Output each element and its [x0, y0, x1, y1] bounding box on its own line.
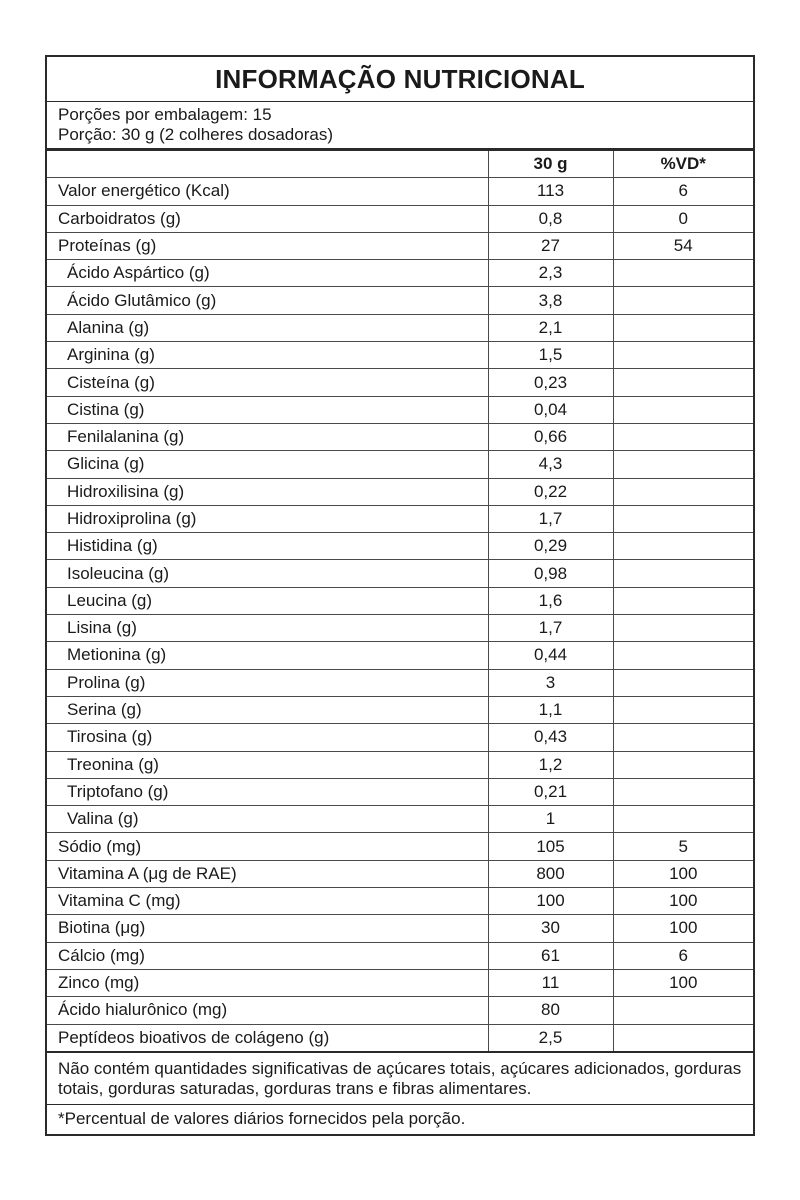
nutrient-name: Metionina (g) — [47, 642, 488, 669]
nutrition-facts-label — [45, 55, 755, 1136]
table-row — [47, 396, 753, 423]
table-row — [47, 423, 753, 450]
table-row — [47, 833, 753, 860]
nutrient-vd — [613, 1024, 753, 1051]
nutrient-name: Treonina (g) — [47, 751, 488, 778]
nutrient-amount: 0,04 — [488, 396, 613, 423]
table-row — [47, 888, 753, 915]
nutrient-vd: 54 — [613, 232, 753, 259]
table-header-row — [47, 151, 753, 178]
nutrient-name: Ácido Glutâmico (g) — [47, 287, 488, 314]
nutrient-vd: 100 — [613, 860, 753, 887]
nutrient-name: Hidroxilisina (g) — [47, 478, 488, 505]
nutrient-amount: 1,2 — [488, 751, 613, 778]
table-row — [47, 451, 753, 478]
nutrient-vd: 0 — [613, 205, 753, 232]
nutrient-amount: 1,7 — [488, 615, 613, 642]
header-vd: %VD* — [613, 151, 753, 178]
nutrient-amount: 1,6 — [488, 587, 613, 614]
nutrient-amount: 80 — [488, 997, 613, 1024]
nutrient-name: Cálcio (mg) — [47, 942, 488, 969]
table-row — [47, 969, 753, 996]
table-row — [47, 778, 753, 805]
table-row — [47, 615, 753, 642]
table-row — [47, 205, 753, 232]
nutrient-name: Vitamina A (μg de RAE) — [47, 860, 488, 887]
nutrient-rows — [47, 178, 753, 1051]
nutrient-vd — [613, 696, 753, 723]
nutrient-vd: 100 — [613, 969, 753, 996]
nutrient-vd — [613, 587, 753, 614]
not-significant-note: Não contém quantidades significativas de açúcares totais, açúcares adicionados, gorduras totais, gorduras saturadas, gorduras trans e fibras alimentares. — [58, 1058, 742, 1098]
nutrient-vd — [613, 642, 753, 669]
nutrient-name: Leucina (g) — [47, 587, 488, 614]
nutrient-amount: 1,1 — [488, 696, 613, 723]
nutrient-amount: 3 — [488, 669, 613, 696]
table-row — [47, 587, 753, 614]
table-row — [47, 533, 753, 560]
nutrient-name: Zinco (mg) — [47, 969, 488, 996]
nutrient-name: Valina (g) — [47, 806, 488, 833]
nutrient-amount: 1,5 — [488, 342, 613, 369]
nutrient-amount: 2,3 — [488, 260, 613, 287]
table-row — [47, 369, 753, 396]
nutrient-name: Sódio (mg) — [47, 833, 488, 860]
nutrient-name: Cistina (g) — [47, 396, 488, 423]
nutrient-vd: 6 — [613, 178, 753, 205]
nutrient-amount: 1,7 — [488, 505, 613, 532]
nutrient-vd — [613, 451, 753, 478]
nutrient-vd: 100 — [613, 915, 753, 942]
nutrient-vd — [613, 478, 753, 505]
nutrient-name: Biotina (μg) — [47, 915, 488, 942]
table-row — [47, 751, 753, 778]
nutrient-name: Fenilalanina (g) — [47, 423, 488, 450]
nutrient-name: Peptídeos bioativos de colágeno (g) — [58, 1027, 330, 1047]
table-row — [47, 342, 753, 369]
nutrient-name: Cisteína (g) — [47, 369, 488, 396]
nutrient-vd: 100 — [613, 888, 753, 915]
table-row — [47, 806, 753, 833]
table-row — [47, 287, 753, 314]
nutrient-amount: 0,29 — [488, 533, 613, 560]
table-row — [47, 1024, 753, 1051]
nutrient-vd — [613, 342, 753, 369]
table-row — [47, 669, 753, 696]
nutrient-amount: 100 — [488, 888, 613, 915]
table-row — [47, 696, 753, 723]
table-row — [47, 505, 753, 532]
nutrient-vd — [613, 560, 753, 587]
nutrient-vd — [613, 997, 753, 1024]
nutrient-vd — [613, 287, 753, 314]
nutrient-vd — [613, 751, 753, 778]
nutrient-amount: 0,23 — [488, 369, 613, 396]
nutrient-name: Valor energético (Kcal) — [47, 178, 488, 205]
nutrient-vd — [613, 505, 753, 532]
table-row — [47, 915, 753, 942]
nutrient-name: Tirosina (g) — [47, 724, 488, 751]
table-row — [47, 260, 753, 287]
nutrient-amount: 3,8 — [488, 287, 613, 314]
nutrient-vd — [613, 669, 753, 696]
nutrient-amount: 30 — [488, 915, 613, 942]
table-row — [47, 860, 753, 887]
nutrient-amount: 0,21 — [488, 778, 613, 805]
table-row — [47, 997, 753, 1024]
nutrient-name: Proteínas (g) — [47, 232, 488, 259]
serving-info — [47, 102, 753, 148]
label-title: INFORMAÇÃO NUTRICIONAL — [215, 64, 585, 94]
nutrient-vd — [613, 260, 753, 287]
nutrient-amount: 1 — [488, 806, 613, 833]
nutrient-name: Carboidratos (g) — [47, 205, 488, 232]
header-portion: 30 g — [488, 151, 613, 178]
nutrient-name: Ácido Aspártico (g) — [47, 260, 488, 287]
nutrient-vd — [613, 533, 753, 560]
nutrient-name: Triptofano (g) — [47, 778, 488, 805]
portion-size: Porção: 30 g (2 colheres dosadoras) — [58, 125, 333, 144]
nutrient-amount: 0,22 — [488, 478, 613, 505]
nutrition-table — [47, 151, 753, 1051]
nutrient-amount: 0,43 — [488, 724, 613, 751]
table-row — [47, 942, 753, 969]
nutrient-vd — [613, 423, 753, 450]
nutrient-amount: 0,8 — [488, 205, 613, 232]
nutrient-vd — [613, 314, 753, 341]
nutrient-amount: 11 — [488, 969, 613, 996]
nutrient-vd — [613, 724, 753, 751]
vd-footnote: *Percentual de valores diários fornecidos pela porção. — [58, 1108, 466, 1128]
table-row — [47, 724, 753, 751]
table-row — [47, 642, 753, 669]
table-row — [47, 178, 753, 205]
table-row — [47, 314, 753, 341]
nutrient-vd: 5 — [613, 833, 753, 860]
nutrient-amount: 113 — [488, 178, 613, 205]
nutrient-name: Serina (g) — [47, 696, 488, 723]
nutrient-amount: 61 — [488, 942, 613, 969]
nutrient-amount: 0,44 — [488, 642, 613, 669]
nutrient-vd — [613, 806, 753, 833]
nutrient-vd — [613, 369, 753, 396]
nutrient-name: Hidroxiprolina (g) — [47, 505, 488, 532]
nutrient-amount: 0,66 — [488, 423, 613, 450]
nutrient-vd — [613, 778, 753, 805]
nutrient-name: Ácido hialurônico (mg) — [47, 997, 488, 1024]
nutrient-amount: 4,3 — [488, 451, 613, 478]
table-row — [47, 560, 753, 587]
nutrient-amount: 800 — [488, 860, 613, 887]
nutrient-amount: 0,98 — [488, 560, 613, 587]
table-row — [47, 478, 753, 505]
table-row — [47, 232, 753, 259]
nutrient-name: Lisina (g) — [47, 615, 488, 642]
nutrient-name: Glicina (g) — [47, 451, 488, 478]
nutrient-vd — [613, 396, 753, 423]
header-nutrient — [47, 151, 488, 178]
nutrient-name: Isoleucina (g) — [47, 560, 488, 587]
nutrient-amount: 2,5 — [488, 1024, 613, 1051]
nutrient-vd — [613, 615, 753, 642]
nutrient-name: Vitamina C (mg) — [47, 888, 488, 915]
nutrient-name: Arginina (g) — [47, 342, 488, 369]
nutrient-vd: 6 — [613, 942, 753, 969]
nutrient-amount: 27 — [488, 232, 613, 259]
nutrient-amount: 2,1 — [488, 314, 613, 341]
nutrient-name: Prolina (g) — [47, 669, 488, 696]
nutrient-name: Alanina (g) — [47, 314, 488, 341]
nutrient-name: Histidina (g) — [47, 533, 488, 560]
servings-per-package: Porções por embalagem: 15 — [58, 105, 272, 124]
nutrient-amount: 105 — [488, 833, 613, 860]
